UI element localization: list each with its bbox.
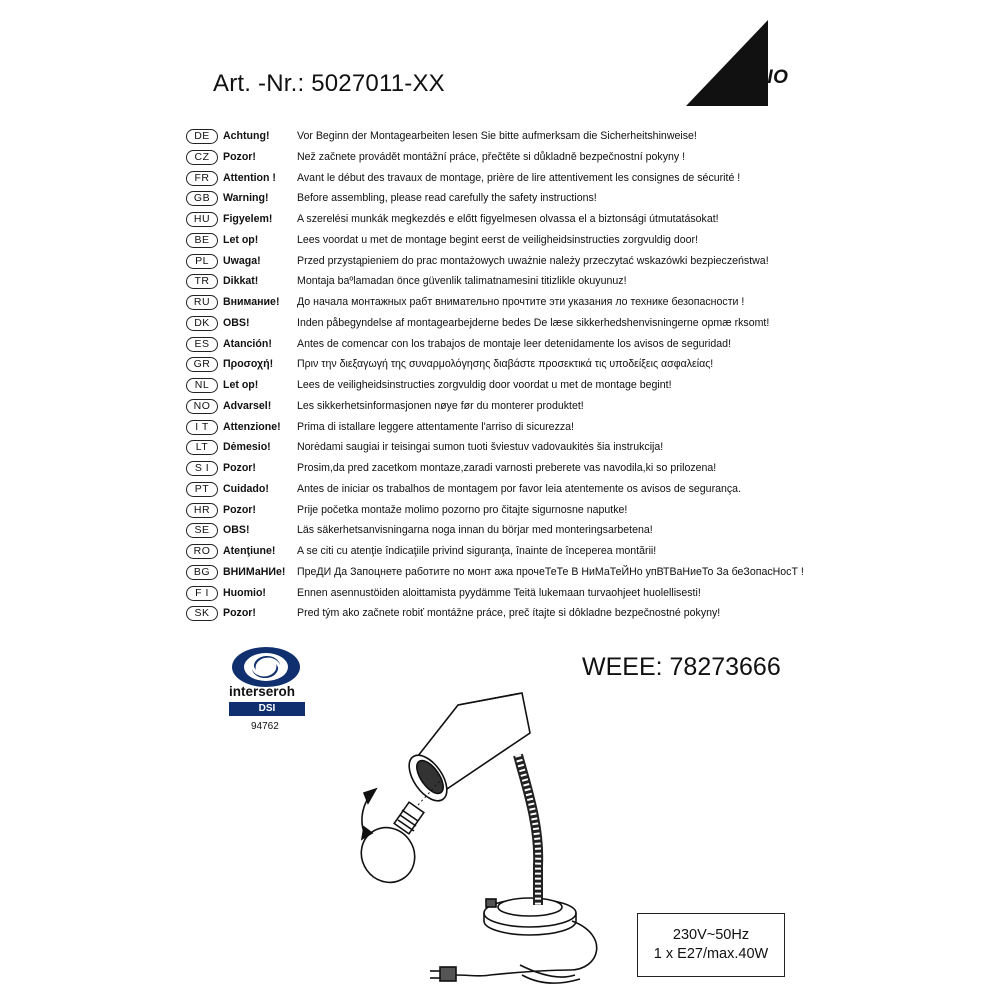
language-code-badge: I T bbox=[186, 420, 218, 435]
trio-logo bbox=[686, 18, 796, 108]
language-code-badge: BG bbox=[186, 565, 218, 580]
warning-text: Before assembling, please read carefully the safety instructions! bbox=[297, 192, 597, 205]
warning-label: Warning! bbox=[223, 192, 269, 205]
warning-row bbox=[186, 168, 836, 189]
language-code-badge: PL bbox=[186, 254, 218, 269]
warning-row bbox=[186, 417, 836, 438]
warning-text: Prije početka montaže molimo pozorno pro čitajte sigurnosne naputke! bbox=[297, 503, 628, 516]
warning-text: Antes de iniciar os trabalhos de montagem por favor leia atentemente os avisos de segurança. bbox=[297, 482, 742, 495]
warning-row bbox=[186, 500, 836, 521]
warning-label: ВНИМаНИе! bbox=[223, 565, 286, 578]
warning-label: Let op! bbox=[223, 379, 259, 391]
warning-text: До начала монтажных рабт внимательно прочтите эти указания ло технике безопасности ! bbox=[297, 296, 745, 308]
language-code-badge: PT bbox=[186, 482, 218, 497]
warning-row bbox=[186, 209, 836, 230]
warning-label: Dėmesio! bbox=[223, 441, 271, 454]
warning-label: Uwaga! bbox=[223, 254, 261, 267]
warning-text: Avant le début des travaux de montage, prière de lire attentivement les consignes de sécurité ! bbox=[297, 171, 741, 184]
warning-label: Atanción! bbox=[223, 337, 272, 350]
language-code-badge: RU bbox=[186, 295, 218, 310]
spec-bulb: 1 x E27/max.40W bbox=[653, 946, 769, 962]
language-code-badge: FR bbox=[186, 171, 218, 186]
warning-label: Pozor! bbox=[223, 150, 256, 163]
warning-text: Πριν την διεξαγωγή της συναρμολόγησης διαβάστε προσεκτικά τις υποδείξεις ασφαλείας! bbox=[297, 358, 714, 371]
warning-row bbox=[186, 479, 836, 500]
language-code-badge: BE bbox=[186, 233, 218, 248]
warning-label: Attention ! bbox=[223, 171, 276, 184]
warning-label: Dikkat! bbox=[223, 275, 259, 288]
warning-text: Prima di istallare leggere attentamente l'arriso di sicurezza! bbox=[297, 420, 574, 433]
language-code-badge: ES bbox=[186, 337, 218, 352]
interseroh-label: interseroh bbox=[229, 684, 296, 699]
language-code-badge: CZ bbox=[186, 150, 218, 165]
warning-row bbox=[186, 375, 836, 396]
brand-name: TRIO bbox=[741, 67, 789, 88]
safety-warnings-list bbox=[186, 126, 836, 624]
warning-text: Montaja baºlamadan önce güvenlik talimatnamesini titizlikle okuyunuz! bbox=[297, 275, 627, 288]
warning-text: ПреДИ Да Запоцнете работите по монт ажа прочеТеТе В НиМаТеЙНо упВТВаНиеТо За беЗопасНосТ ! bbox=[297, 565, 804, 578]
language-code-badge: SE bbox=[186, 523, 218, 538]
warning-text: A szerelési munkák megkezdés e előtt figyelmesen olvassa el a biztonsági útmutatásokat! bbox=[297, 213, 719, 225]
warning-label: Advarsel! bbox=[223, 399, 272, 412]
warning-row bbox=[186, 188, 836, 209]
warning-text: Ennen asennustöiden aloittamista pyydämme Teitä lukemaan turvaohjeet huolellisesti! bbox=[297, 586, 701, 599]
warning-label: Let op! bbox=[223, 233, 259, 246]
warning-row bbox=[186, 583, 836, 604]
warning-row bbox=[186, 541, 836, 562]
warning-row bbox=[186, 520, 836, 541]
warning-row bbox=[186, 603, 836, 624]
warning-text: Les sikkerhetsinformasjonen nøye før du monterer produktet! bbox=[297, 399, 584, 412]
warning-label: Huomio! bbox=[223, 586, 266, 599]
language-code-badge: HU bbox=[186, 212, 218, 227]
warning-text: Pred tým ako začnete robiť montážne práce, preč ítajte si dôkladne bezpečnostné pokyny! bbox=[297, 607, 721, 620]
language-code-badge: NO bbox=[186, 399, 218, 414]
warning-text: Prosim,da pred zacetkom montaze,zaradi varnosti preberete vas navodila,ki so prilozena! bbox=[297, 462, 717, 474]
warning-label: Achtung! bbox=[223, 130, 270, 142]
language-code-badge: SK bbox=[186, 606, 218, 621]
warning-label: Pozor! bbox=[223, 607, 256, 620]
warning-row bbox=[186, 458, 836, 479]
warning-text: Než začnete provádět montážní práce, přečtěte si důkladně bezpečnostní pokyny ! bbox=[297, 150, 686, 163]
article-number: Art. -Nr.: 5027011-XX bbox=[213, 70, 445, 97]
warning-label: OBS! bbox=[223, 524, 250, 537]
dsi-badge: DSI bbox=[229, 702, 305, 716]
warning-text: A se citi cu atenţie îndicaţiile privind siguranţa, înainte de începerea montării! bbox=[297, 545, 657, 557]
warning-row bbox=[186, 230, 836, 251]
language-code-badge: DE bbox=[186, 129, 218, 144]
language-code-badge: NL bbox=[186, 378, 218, 393]
warning-label: OBS! bbox=[223, 316, 250, 329]
warning-row bbox=[186, 126, 836, 147]
warning-row bbox=[186, 313, 836, 334]
language-code-badge: TR bbox=[186, 274, 218, 289]
weee-number: WEEE: 78273666 bbox=[582, 653, 781, 681]
language-code-badge: S I bbox=[186, 461, 218, 476]
warning-label: Pozor! bbox=[223, 462, 256, 474]
warning-text: Läs säkerhetsanvisningarna noga innan du börjar med monteringsarbetena! bbox=[297, 524, 653, 537]
warning-label: Figyelem! bbox=[223, 213, 273, 225]
warning-row bbox=[186, 251, 836, 272]
warning-row bbox=[186, 354, 836, 375]
warning-text: Przed przystąpieniem do prac montażowych uważnie należy przeczytać wskazówki bezpieczeństwa! bbox=[297, 254, 769, 267]
desk-lamp-illustration bbox=[340, 685, 620, 995]
warning-label: Attenzione! bbox=[223, 420, 281, 433]
language-code-badge: F I bbox=[186, 586, 218, 601]
warning-label: Pozor! bbox=[223, 503, 256, 516]
warning-row bbox=[186, 334, 836, 355]
warning-label: Внимание! bbox=[223, 296, 280, 308]
warning-text: Antes de comencar con los trabajos de montaje leer detenidamente los avisos de seguridad! bbox=[297, 337, 732, 350]
warning-row bbox=[186, 396, 836, 417]
warning-text: Norėdami saugiai ir teisingai sumon tuoti šviestuv vadovaukitės šia instrukcija! bbox=[297, 441, 664, 454]
language-code-badge: LT bbox=[186, 440, 218, 455]
language-code-badge: DK bbox=[186, 316, 218, 331]
warning-text: Inden påbegyndelse af montagearbejderne bedes De læse sikkerhedshenvisningerne opmæ rksomt! bbox=[297, 316, 770, 329]
language-code-badge: HR bbox=[186, 503, 218, 518]
warning-label: Cuidado! bbox=[223, 482, 269, 495]
warning-row bbox=[186, 562, 836, 583]
warning-row bbox=[186, 147, 836, 168]
warning-row bbox=[186, 437, 836, 458]
interseroh-number: 94762 bbox=[251, 721, 279, 732]
warning-label: Atenţiune! bbox=[223, 545, 276, 557]
spec-voltage: 230V~50Hz bbox=[672, 927, 750, 943]
warning-row bbox=[186, 271, 836, 292]
warning-label: Προσοχή! bbox=[223, 358, 274, 371]
warning-row bbox=[186, 292, 836, 313]
language-code-badge: RO bbox=[186, 544, 218, 559]
warning-text: Lees de veiligheidsinstructies zorgvuldig door voordat u met de montage begint! bbox=[297, 379, 672, 391]
warning-text: Vor Beginn der Montagearbeiten lesen Sie bitte aufmerksam die Sicherheitshinweise! bbox=[297, 130, 697, 142]
language-code-badge: GB bbox=[186, 191, 218, 206]
warning-text: Lees voordat u met de montage begint eerst de veiligheidsinstructies zorgvuldig door! bbox=[297, 233, 699, 246]
language-code-badge: GR bbox=[186, 357, 218, 372]
spec-box bbox=[637, 913, 785, 977]
